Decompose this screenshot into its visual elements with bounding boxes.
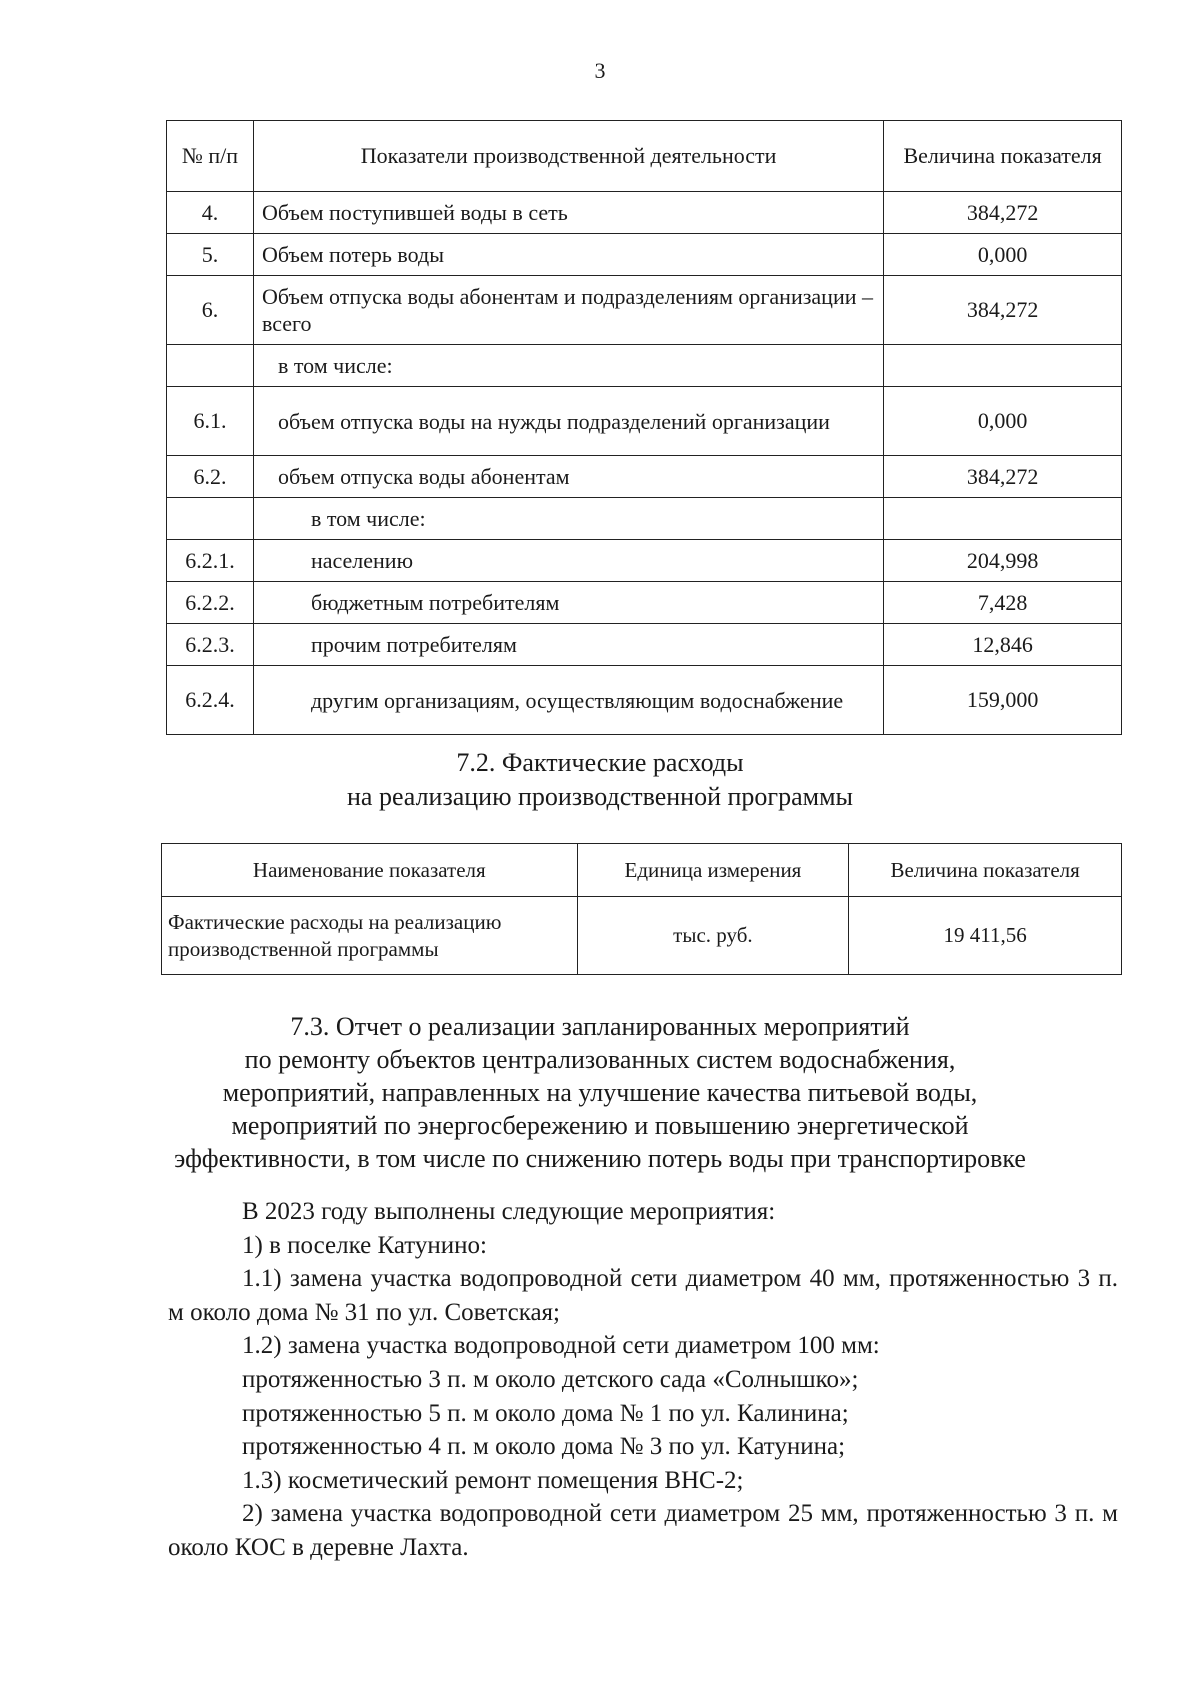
paragraph: В 2023 году выполнены следующие мероприятия: (242, 1198, 776, 1225)
row-name: другим организациям, осуществляющим водоснабжение (253, 666, 883, 735)
section-7-2-heading (0, 746, 1200, 814)
row-name: объем отпуска воды на нужды подразделений организации (253, 387, 883, 456)
table-row (167, 498, 1122, 540)
row-name: в том числе: (253, 498, 883, 540)
row-name: Объем потерь воды (253, 234, 883, 276)
table-row (167, 234, 1122, 276)
table-row (167, 387, 1122, 456)
row-number (167, 345, 254, 387)
paragraph: 1.2) замена участка водопроводной сети диаметром 100 мм: (242, 1332, 880, 1360)
row-name: прочим потребителям (253, 624, 883, 666)
table-header-row (162, 844, 1122, 897)
heading-line: 7.3. Отчет о реализации запланированных мероприятий (290, 1012, 910, 1041)
row-value: 204,998 (884, 540, 1122, 582)
table-header-row (167, 121, 1122, 192)
header-value: Величина показателя (849, 844, 1122, 897)
row-number: 5. (167, 234, 254, 276)
paragraph: 1) в поселке Катунино: (242, 1231, 487, 1259)
row-value: 12,846 (884, 624, 1122, 666)
row-name: объем отпуска воды абонентам (253, 456, 883, 498)
row-value: 19 411,56 (849, 897, 1122, 975)
row-value: 384,272 (884, 276, 1122, 345)
table-row (167, 276, 1122, 345)
row-name: Фактические расходы на реализацию производственной программы (162, 897, 578, 975)
section-7-3-heading (0, 1010, 1200, 1175)
table-row (162, 897, 1122, 975)
row-name: Объем отпуска воды абонентам и подразделениям организации – всего (253, 276, 883, 345)
row-value (884, 498, 1122, 540)
heading-line: мероприятий по энергосбережению и повышению энергетической (231, 1111, 969, 1140)
header-indicator-name: Наименование показателя (162, 844, 578, 897)
heading-line: мероприятий, направленных на улучшение качества питьевой воды, (222, 1078, 978, 1107)
table-row (167, 456, 1122, 498)
header-value: Величина показателя (884, 121, 1122, 192)
row-number (167, 498, 254, 540)
table-row (167, 624, 1122, 666)
row-value: 7,428 (884, 582, 1122, 624)
row-number: 6.2.2. (167, 582, 254, 624)
header-unit: Единица измерения (577, 844, 849, 897)
row-number: 6.2.4. (167, 666, 254, 735)
paragraph: 1.3) косметический ремонт помещения ВНС-2; (242, 1466, 744, 1494)
row-number: 6.2. (167, 456, 254, 498)
row-number: 6.2.3. (167, 624, 254, 666)
table-row (167, 666, 1122, 735)
heading-line: 7.2. Фактические расходы (456, 748, 744, 777)
paragraph: протяженностью 4 п. м около дома № 3 по ул. Катунина; (242, 1433, 846, 1461)
row-name: бюджетным потребителям (253, 582, 883, 624)
table-row (167, 540, 1122, 582)
paragraph: 1.1) замена участка водопроводной сети диаметром 40 мм, протяженностью 3 п. м около дома № 31 по ул. Советская; (168, 1265, 1118, 1326)
row-name: в том числе: (253, 345, 883, 387)
paragraph: протяженностью 3 п. м около детского сада «Солнышко»; (242, 1365, 859, 1393)
heading-line: на реализацию производственной программы (346, 782, 853, 811)
table-row (167, 582, 1122, 624)
paragraph: протяженностью 5 п. м около дома № 1 по ул. Калинина; (242, 1399, 849, 1427)
row-value (884, 345, 1122, 387)
row-number: 6.2.1. (167, 540, 254, 582)
header-number: № п/п (167, 121, 254, 192)
row-unit: тыс. руб. (577, 897, 849, 975)
row-number: 4. (167, 192, 254, 234)
row-value: 0,000 (884, 387, 1122, 456)
table-row (167, 345, 1122, 387)
row-number: 6. (167, 276, 254, 345)
page-number: 3 (594, 58, 606, 83)
row-name: Объем поступившей воды в сеть (253, 192, 883, 234)
actual-expenses-table (161, 843, 1122, 975)
body-text (168, 1195, 1118, 1565)
row-value: 384,272 (884, 192, 1122, 234)
row-value: 159,000 (884, 666, 1122, 735)
heading-line: эффективности, в том числе по снижению потерь воды при транспортировке (174, 1144, 1026, 1173)
row-value: 384,272 (884, 456, 1122, 498)
row-name: населению (253, 540, 883, 582)
row-number: 6.1. (167, 387, 254, 456)
table-row (167, 192, 1122, 234)
production-indicators-table (166, 120, 1122, 735)
row-value: 0,000 (884, 234, 1122, 276)
header-indicator: Показатели производственной деятельности (253, 121, 883, 192)
paragraph: 2) замена участка водопроводной сети диаметром 25 мм, протяженностью 3 п. м около КОС в деревне Лахта. (168, 1500, 1118, 1561)
heading-line: по ремонту объектов централизованных систем водоснабжения, (244, 1045, 956, 1074)
